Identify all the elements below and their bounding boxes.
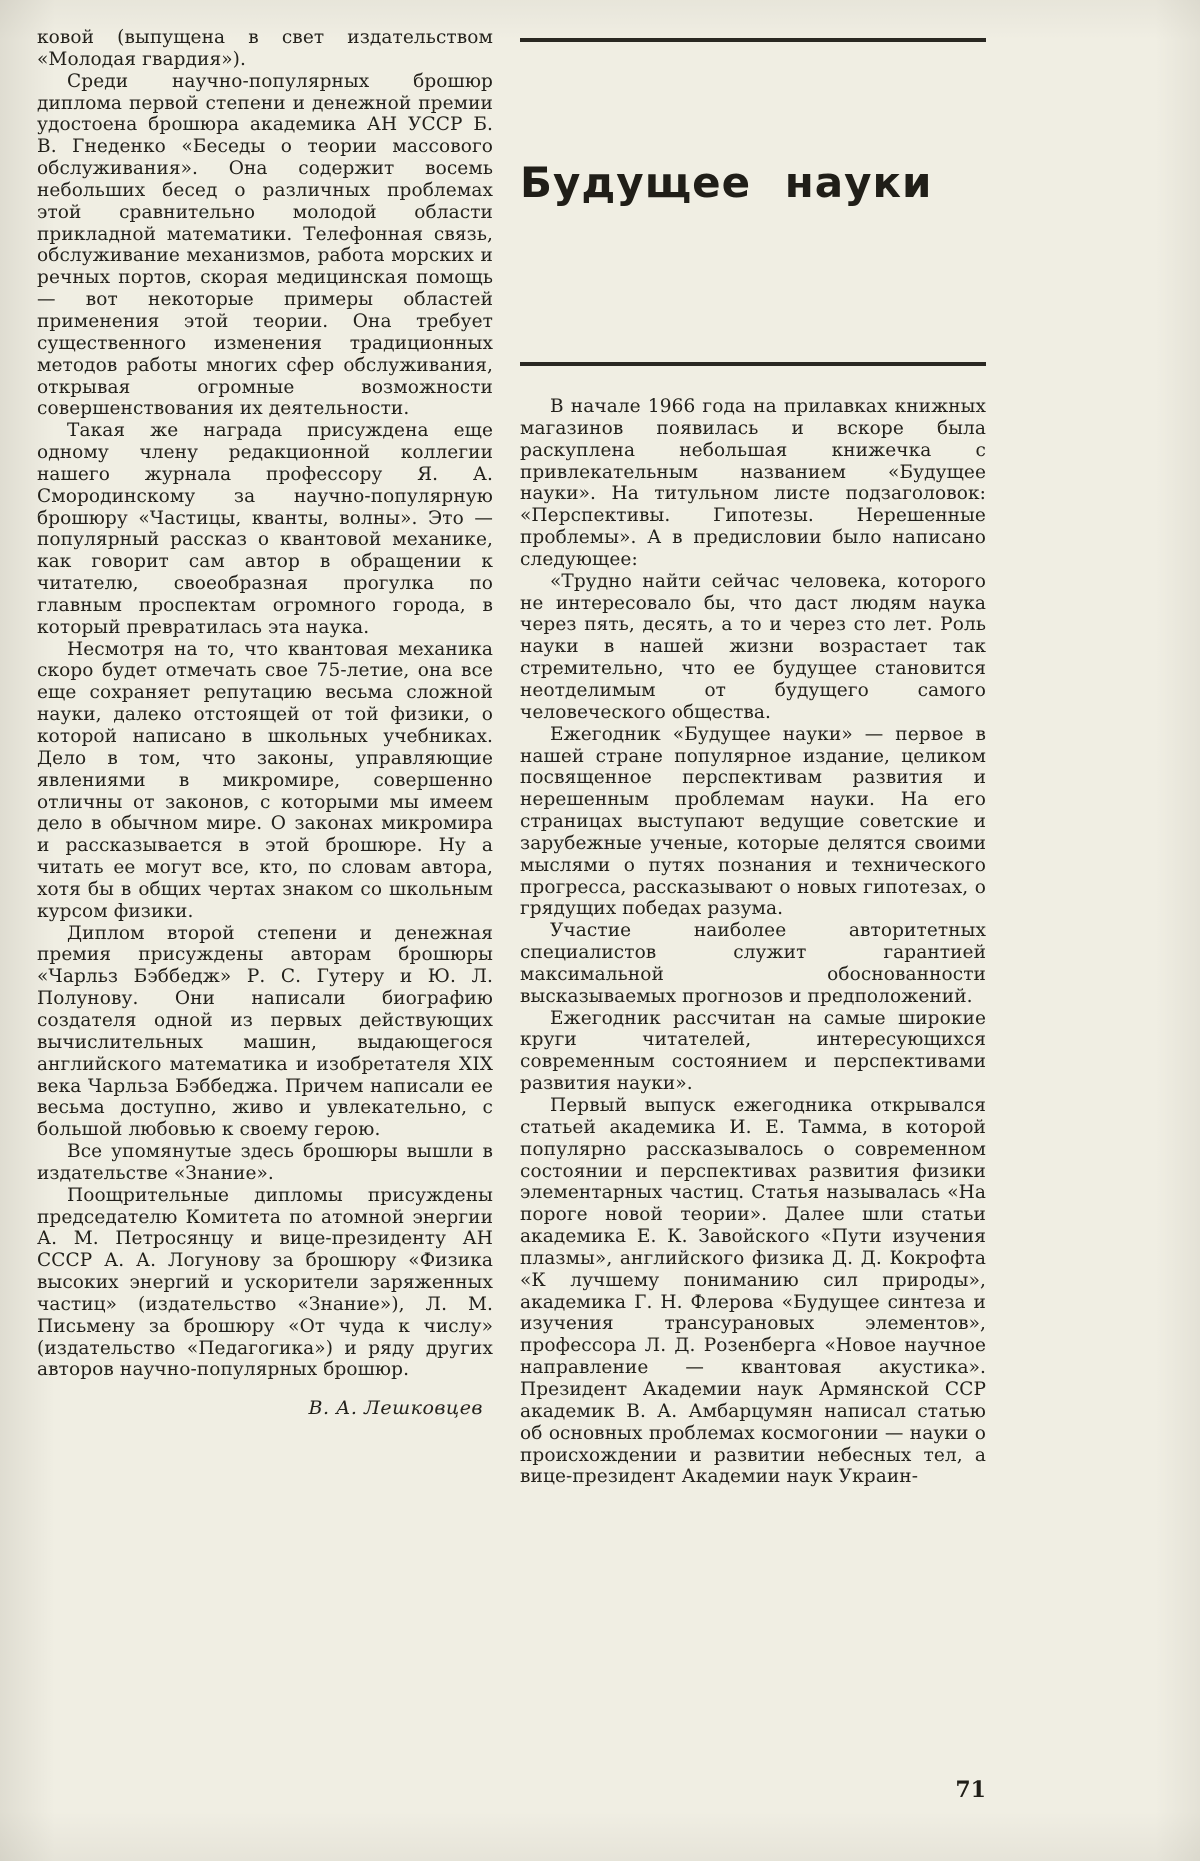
author-signature: В. А. Лешковцев (308, 1397, 483, 1420)
page-number: 71 (955, 1777, 986, 1803)
paragraph: «Трудно найти сейчас человека, которого не интересовало бы, что даст людям наука через пять, десять, а то и через сто лет. Роль науки в нашей жизни возрастает так стремительно, что ее будущее становится неотделимым от будущего самого человеческого общества. (520, 570, 986, 723)
paragraph: Такая же награда присуждена еще одному члену редакционной коллегии нашего журнала профессору Я. А. Смородинскому за научно-популярную брошюру «Частицы, кванты, волны». Это — популярный рассказ о квантовой механике, как говорит сам автор в обращении к читателю, своеобразная прогулка по главным проспектам огромного города, в который превратилась эта наука. (37, 420, 493, 638)
paragraph: ковой (выпущена в свет издательством «Молодая гвардия»). (37, 27, 493, 70)
paragraph: Ежегодник рассчитан на самые широкие круги читателей, интересующихся современным состоянием и перспективами развития науки». (520, 1007, 986, 1095)
left-column (37, 27, 493, 1419)
paragraph: Поощрительные дипломы присуждены председателю Комитета по атомной энергии А. М. Петросянцу и вице-президенту АН СССР А. А. Логунову за брошюру «Физика высоких энергий и ускорители заряженных частиц» (издательство «Знание»), Л. М. Письмену за брошюру «От чуда к числу» (издательство «Педагогика») и ряду других авторов научно-популярных брошюр. (37, 1184, 493, 1381)
article-title: Будущее науки (520, 158, 933, 207)
paragraph: Первый выпуск ежегодника открывался статьей академика И. Е. Тамма, в которой популярно рассказывалось о современном состоянии и перспективах развития физики элементарных частиц. Статья называлась «На пороге новой теории». Далее шли статьи академика Е. К. Завойского «Пути изучения плазмы», английского физика Д. Д. Кокрофта «К лучшему пониманию сил природы», академика Г. Н. Флерова «Будущее синтеза и изучения трансурановых элементов», профессора Л. Д. Розенберга «Новое научное направление — квантовая акустика». Президент Академии наук Армянской ССР академик В. А. Амбарцумян написал статью об основных проблемах космогонии — науки о происхождении и развитии небесных тел, а вице-президент Академии наук Украин- (520, 1095, 986, 1488)
paragraph: Участие наиболее авторитетных специалистов служит гарантией максимальной обоснованности высказываемых прогнозов и предположений. (520, 920, 986, 1007)
horizontal-rule-middle (520, 362, 986, 366)
horizontal-rule-top (520, 38, 986, 42)
right-column (520, 0, 986, 1861)
paragraph: Несмотря на то, что квантовая механика скоро будет отмечать свое 75-летие, она все еще сохраняет репутацию весьма сложной науки, далеко отстоящей от той физики, о которой написано в школьных учебниках. Дело в том, что законы, управляющие явлениями в микромире, совершенно отличны от законов, с которыми мы имеем дело в обычном мире. О законах микромира и рассказывается в этой брошюре. Ну а читать ее могут все, кто, по словам автора, хотя бы в общих чертах знаком со школьным курсом физики. (37, 638, 493, 922)
paragraph: Все упомянутые здесь брошюры вышли в издательстве «Знание». (37, 1141, 493, 1184)
paragraph: Диплом второй степени и денежная премия присуждены авторам брошюры «Чарльз Бэббедж» Р. С. Гутеру и Ю. Л. Полунову. Они написали биографию создателя одной из первых действующих вычислительных машин, выдающегося английского математика и изобретателя XIX века Чарльза Бэббеджа. Причем написали ее весьма доступно, живо и увлекательно, с большой любовью к своему герою. (37, 922, 493, 1141)
paragraph: В начале 1966 года на прилавках книжных магазинов появилась и вскоре была раскуплена небольшая книжечка с привлекательным названием «Будущее науки». На титульном листе подзаголовок: «Перспективы. Гипотезы. Нерешенные проблемы». А в предисловии было написано следующее: (520, 396, 986, 570)
paragraph: Ежегодник «Будущее науки» — первое в нашей стране популярное издание, целиком посвященное перспективам развития и нерешенным проблемам науки. На его страницах выступают ведущие советские и зарубежные ученые, которые делятся своими мыслями о путях познания и технического прогресса, рассказывают о новых гипотезах, о грядущих победах разума. (520, 723, 986, 920)
paragraph: Среди научно-популярных брошюр диплома первой степени и денежной премии удостоена брошюра академика АН УССР Б. В. Гнеденко «Беседы о теории массового обслуживания». Она содержит восемь небольших бесед о различных проблемах этой сравнительно молодой области прикладной математики. Телефонная связь, обслуживание механизмов, работа морских и речных портов, скорая медицинская помощь — вот некоторые примеры областей применения этой теории. Она требует существенного изменения традиционных методов работы многих сфер обслуживания, открывая огромные возможности совершенствования их деятельности. (37, 70, 493, 420)
article-body (520, 396, 986, 1488)
